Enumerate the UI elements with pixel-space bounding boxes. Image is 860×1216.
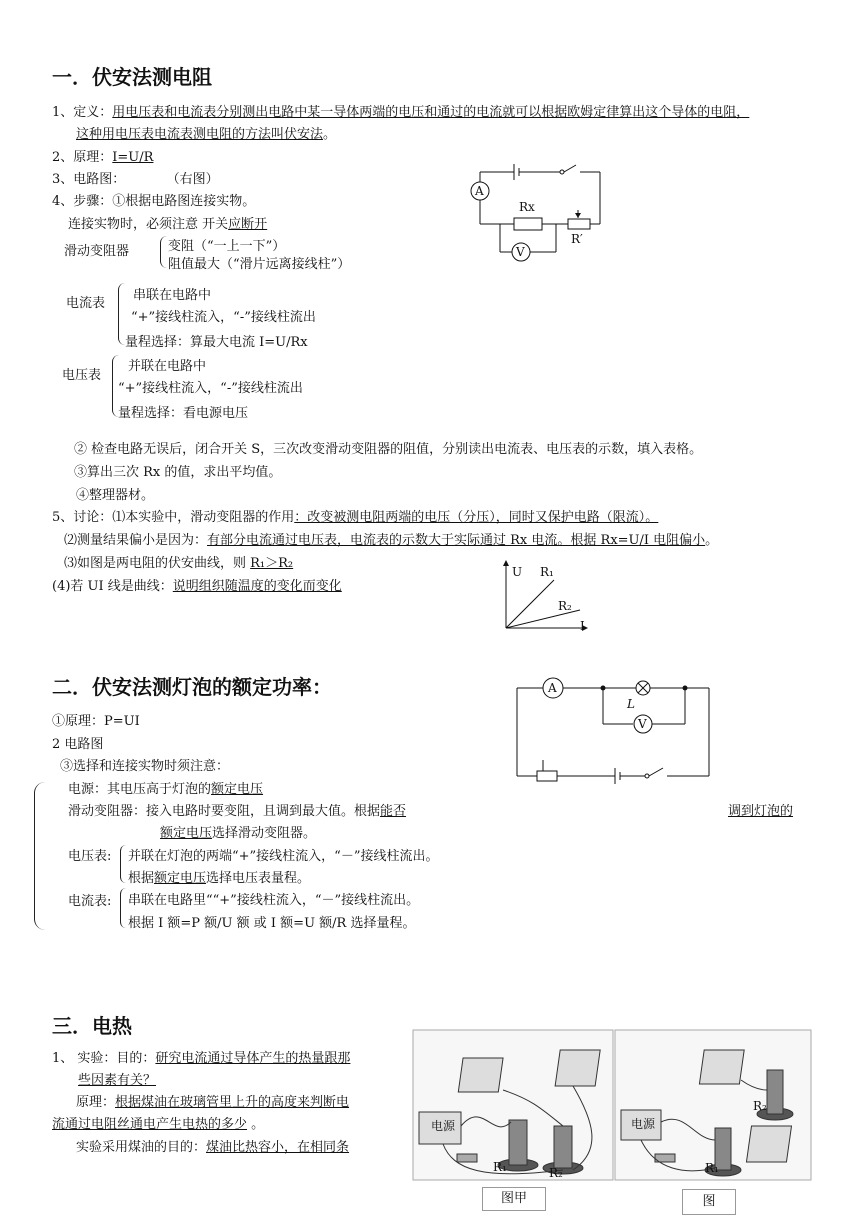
power-underlined: 额定电压 — [211, 782, 264, 797]
s3-l4-text: 流通过电阻丝通电产生电热的多少 — [52, 1117, 248, 1132]
line-r1 — [506, 580, 554, 628]
step-4: ④整理器材。 — [76, 488, 155, 503]
s2-notice: ③选择和连接实物时须注意： — [60, 759, 230, 774]
iv-graph — [496, 560, 596, 640]
connect-prefix: 连接实物时，必须注意 开关 — [68, 217, 229, 232]
s2-ammeter-item-2: 根据 I 额=P 额/U 额 或 I 额=U 额/R 选择量程。 — [128, 916, 416, 931]
discussion-1 — [52, 506, 658, 525]
switch-lever — [564, 165, 576, 172]
s2-ammeter-item-1: 串联在电路里““+”接线柱流入，“－”接线柱流出。 — [128, 893, 420, 908]
principle-line — [52, 146, 153, 165]
discussion-4-text: 说明组织随温度的变化而变化 — [172, 579, 342, 594]
r1-label-fig: R₁ — [493, 1160, 507, 1174]
s3-l1-text: 研究电流通过导体产生的热量跟那 — [155, 1051, 351, 1066]
s3-l5-text: 煤油比热容小，在相同条 — [206, 1140, 350, 1155]
flask-2 — [554, 1126, 572, 1168]
step-3: ③算出三次 Rx 的值，求出平均值。 — [74, 465, 282, 480]
section-1-title: 一．伏安法测电阻 — [52, 65, 212, 89]
u-axis-label: U — [512, 565, 523, 579]
r2-label-fig-2: R₂ — [753, 1099, 767, 1113]
circuit-diagram-1 — [464, 160, 614, 270]
ammeter-item-3: 量程选择：算最大电流 I=U/Rx — [125, 335, 308, 350]
definition-text: 用电压表和电流表分别测出电路中某一导体两端的电压和通过的电流就可以根据欧姆定律算出这个导体的电阻， — [112, 105, 750, 120]
circuit-diagram-2 — [485, 676, 725, 786]
discussion-4-prefix: (4)若 UI 线是曲线： — [52, 579, 173, 594]
s3-line-5 — [76, 1136, 349, 1155]
s3-l3-prefix: 原理： — [76, 1095, 116, 1110]
discussion-1-prefix: 5、讨论：⑴本实验中，滑动变阻器的作用 — [52, 510, 295, 525]
vm2-text: 选择电压表量程。 — [206, 871, 311, 886]
s3-l4-end: 。 — [247, 1117, 265, 1132]
resistor-rx — [514, 218, 542, 230]
s2-rheostat-line — [68, 800, 406, 819]
s2-ammeter-brace — [120, 888, 126, 928]
definition-line-2 — [76, 123, 336, 142]
s3-line-1 — [52, 1047, 350, 1066]
s2-ammeter-label: 电流表: — [68, 894, 112, 909]
rheostat-underlined: 能否 — [380, 804, 407, 819]
rheostat — [568, 219, 590, 229]
r2-label-fig: R₂ — [549, 1166, 563, 1180]
switch-lever-2 — [649, 768, 663, 776]
principle-formula: I=U/R — [112, 150, 154, 165]
s2-rheostat-tail: 调到灯泡的 — [728, 804, 794, 819]
ammeter-symbol-2: A — [548, 681, 557, 695]
rheostat-label-fig: R′ — [571, 232, 583, 246]
definition-line-1 — [52, 101, 749, 120]
meter-bottom — [746, 1126, 791, 1162]
flask-3 — [767, 1070, 783, 1114]
s2-rheostat-line-2 — [160, 822, 316, 841]
rheostat-l2-text: 选择滑动变阻器。 — [212, 826, 317, 841]
figure-2-caption: 图 — [682, 1189, 736, 1215]
s2-principle: ①原理：P=UI — [52, 714, 140, 729]
apparatus-figure-2 — [615, 1030, 811, 1180]
s2-voltmeter-label: 电压表: — [68, 849, 112, 864]
junction-dot — [683, 686, 688, 691]
switch-contact — [560, 170, 564, 174]
discussion-2-end: 。 — [705, 533, 719, 548]
s3-line-4 — [52, 1113, 264, 1132]
voltmeter-symbol: V — [516, 245, 525, 259]
junction-dot — [601, 686, 606, 691]
i-axis-label: I — [580, 619, 585, 633]
r1-label: R₁ — [540, 565, 554, 579]
s2-voltmeter-brace — [120, 845, 126, 883]
y-arrow — [503, 560, 509, 566]
voltmeter-item-3: 量程选择：看电源电压 — [118, 406, 249, 421]
voltmeter-label: 电压表 — [62, 368, 102, 383]
discussion-2-text: 有部分电流通过电压表，电流表的示数大于实际通过 Rx 电流。根据 Rx=U/I 电阻偏小 — [207, 533, 706, 548]
s2-voltmeter-item-2 — [128, 867, 310, 886]
meter-top — [699, 1050, 744, 1084]
definition-end: 。 — [323, 127, 337, 142]
s3-line-2: 些因素有关？ — [78, 1073, 157, 1088]
s2-main-brace — [34, 782, 45, 930]
s2-voltmeter-item-1: 并联在灯泡的两端“+”接线柱流入，“－”接线柱流出。 — [128, 849, 439, 864]
vm2-prefix: 根据 — [128, 871, 155, 886]
flask-1 — [509, 1120, 527, 1165]
section-3-title: 三．电热 — [52, 1014, 132, 1038]
s3-l1-prefix: 1、 实验：目的： — [52, 1051, 156, 1066]
discussion-3-text: R₁＞R₂ — [250, 556, 294, 571]
figure-1-caption: 图甲 — [482, 1187, 546, 1211]
ammeter-item-1: 串联在电路中 — [133, 288, 212, 303]
meter-right — [555, 1050, 600, 1086]
discussion-3-prefix: ⑶如图是两电阻的伏安曲线，则 — [64, 556, 251, 571]
r1-label-fig-2: R₁ — [705, 1161, 719, 1175]
s2-power-line — [68, 778, 263, 797]
discussion-4 — [52, 575, 342, 594]
section-2-title: 二．伏安法测灯泡的额定功率： — [52, 675, 332, 699]
steps-line: 4、步骤：①根据电路图连接实物。 — [52, 194, 256, 209]
rheostat-2 — [537, 771, 557, 781]
ammeter-item-2: “+”接线柱流入，“-”接线柱流出 — [131, 310, 316, 325]
rheostat-item-1: 变阻（“一上一下”） — [168, 239, 286, 254]
vm2-underlined: 额定电压 — [154, 871, 207, 886]
voltmeter-item-1: 并联在电路中 — [128, 359, 207, 374]
rx-label: Rx — [519, 200, 535, 214]
power-supply-label: 电源 — [431, 1119, 456, 1133]
discussion-2 — [64, 529, 718, 548]
principle-prefix: 2、原理： — [52, 150, 113, 165]
rheostat-brace — [160, 236, 167, 268]
rheostat-item-2: 阻值最大（“滑片远离接线柱”） — [168, 257, 351, 272]
circuit-line: 3、电路图： （右图） — [52, 172, 219, 187]
slider-arrow — [575, 213, 581, 218]
connect-underlined: 应断开 — [228, 217, 268, 232]
power-supply-label-2: 电源 — [631, 1117, 656, 1131]
discussion-3 — [64, 552, 293, 571]
switch-device — [457, 1154, 477, 1162]
connect-line — [68, 213, 267, 232]
voltmeter-symbol-2: V — [638, 717, 647, 731]
r2-label: R₂ — [558, 599, 572, 613]
step-2: ② 检查电路无误后，闭合开关 S，三次改变滑动变阻器的阻值，分别读出电流表、电压表的示数，填入表格。 — [74, 442, 703, 457]
lamp-label: L — [627, 697, 635, 711]
meter-left — [458, 1058, 503, 1092]
ammeter-label: 电流表 — [66, 296, 106, 311]
s3-l5-prefix: 实验采用煤油的目的： — [76, 1140, 207, 1155]
rheostat-prefix: 滑动变阻器：接入电路时要变阻，且调到最大值。根据 — [68, 804, 381, 819]
s2-circuit: 2 电路图 — [52, 737, 104, 752]
s3-line-3 — [76, 1091, 349, 1110]
rheostat-label: 滑动变阻器 — [64, 244, 130, 259]
ammeter-brace — [118, 283, 125, 345]
voltmeter-item-2: “+”接线柱流入，“-”接线柱流出 — [118, 381, 303, 396]
apparatus-figure-1 — [413, 1030, 613, 1180]
discussion-1-text: ：改变被测电阻两端的电压（分压），同时又保护电路（限流）。 — [294, 510, 659, 525]
rheostat-l2-underlined: 额定电压 — [160, 826, 213, 841]
ammeter-symbol: A — [475, 184, 484, 198]
definition-prefix: 1、定义： — [52, 105, 113, 120]
s3-l3-text: 根据煤油在玻璃管里上升的高度来判断电 — [115, 1095, 350, 1110]
switch-contact-2 — [645, 774, 649, 778]
discussion-2-prefix: ⑵测量结果偏小是因为： — [64, 533, 208, 548]
power-prefix: 电源：其电压高于灯泡的 — [68, 782, 212, 797]
definition-text-2: 这种用电压表电流表测电阻的方法叫伏安法 — [76, 127, 324, 142]
